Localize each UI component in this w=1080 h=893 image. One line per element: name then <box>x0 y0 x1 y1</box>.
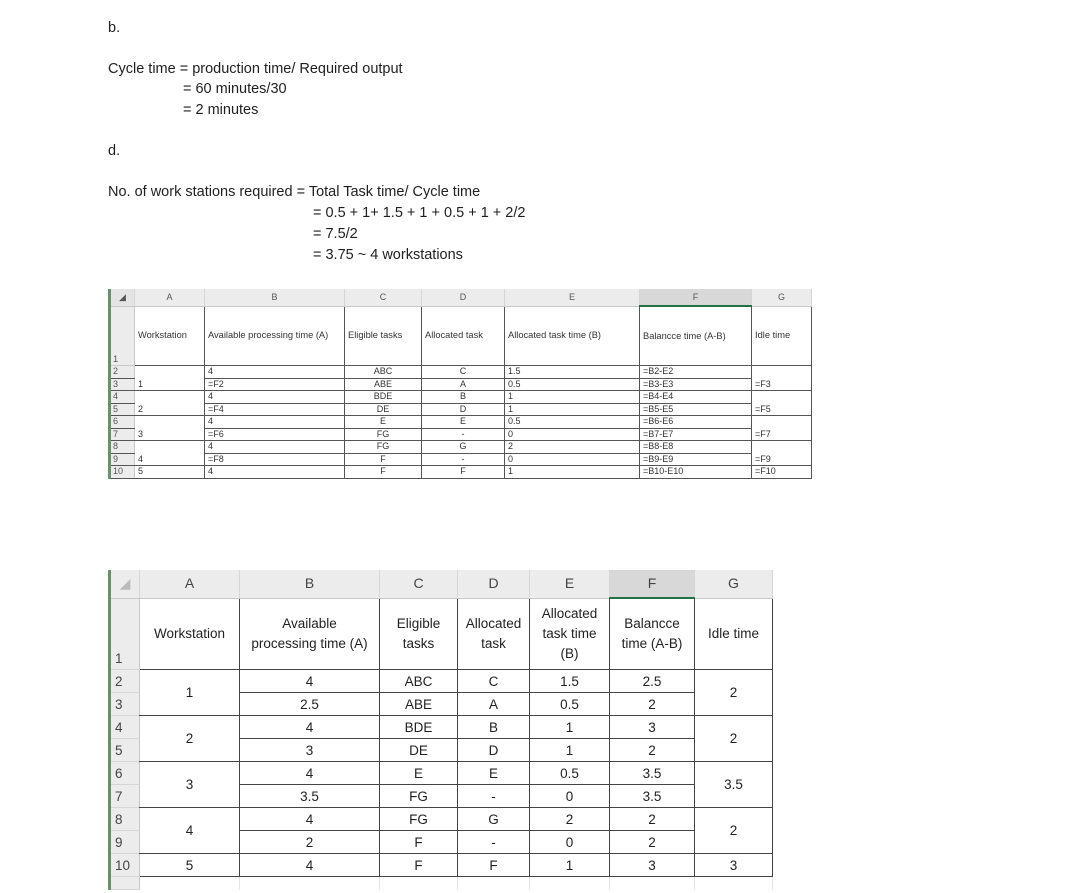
idle-time-cell[interactable] <box>752 441 812 454</box>
column-header-g[interactable]: G <box>695 570 773 598</box>
header-text: Workstation <box>153 625 226 641</box>
allocated-task-cell[interactable]: E <box>458 762 530 785</box>
idle-time-cell[interactable]: 3 <box>695 854 773 877</box>
workstations-formula: No. of work stations required = Total Task time/ Cycle time <box>108 184 481 200</box>
available-time-cell[interactable]: 4 <box>205 441 345 454</box>
available-time-cell[interactable]: 3.5 <box>240 785 380 808</box>
header-text: task <box>481 635 506 651</box>
balance-time-cell[interactable]: 3 <box>610 716 695 739</box>
select-all-corner[interactable]: ◢ <box>110 289 135 306</box>
balance-time-cell[interactable]: 3.5 <box>610 762 695 785</box>
allocated-time-cell[interactable]: 0 <box>530 831 610 854</box>
row-number[interactable]: 6 <box>110 762 140 785</box>
allocated-time-cell[interactable]: 1.5 <box>505 366 640 379</box>
balance-time-cell[interactable]: =B3-E3 <box>640 378 752 391</box>
available-time-cell[interactable]: 4 <box>205 466 345 479</box>
column-header-a[interactable]: A <box>135 289 205 306</box>
values-spreadsheet <box>108 570 773 890</box>
allocated-task-cell[interactable]: D <box>422 403 505 416</box>
row-number[interactable]: 4 <box>110 391 135 404</box>
table-row <box>110 378 812 391</box>
column-header-e[interactable]: E <box>505 289 640 306</box>
header-text: processing time (A) <box>251 635 368 651</box>
allocated-time-cell[interactable]: 1.5 <box>530 670 610 693</box>
idle-time-cell[interactable]: 3.5 <box>695 762 773 808</box>
row-number[interactable]: 7 <box>110 785 140 808</box>
allocated-time-cell[interactable]: 1 <box>505 391 640 404</box>
eligible-tasks-cell[interactable]: DE <box>380 739 458 762</box>
idle-time-cell[interactable]: =F9 <box>752 453 812 466</box>
available-time-cell[interactable]: 4 <box>240 716 380 739</box>
row-number[interactable]: 2 <box>110 670 140 693</box>
idle-time-cell[interactable]: 2 <box>695 670 773 716</box>
available-time-cell[interactable]: 4 <box>240 854 380 877</box>
available-time-cell[interactable]: =F2 <box>205 378 345 391</box>
header-cell[interactable]: Workstation <box>135 306 205 366</box>
allocated-task-cell[interactable]: - <box>458 831 530 854</box>
header-cell[interactable]: Allocated task <box>422 306 505 366</box>
formula-spreadsheet <box>108 289 812 479</box>
table-row <box>110 428 812 441</box>
header-text: Allocated <box>541 605 598 621</box>
header-cell[interactable]: Eligible tasks <box>345 306 422 366</box>
balance-time-cell[interactable]: 3.5 <box>610 785 695 808</box>
idle-time-cell[interactable]: 2 <box>695 808 773 854</box>
table-row <box>110 403 812 416</box>
allocated-task-cell[interactable]: E <box>422 416 505 429</box>
balance-time-cell[interactable]: =B4-E4 <box>640 391 752 404</box>
row-number[interactable]: 10 <box>110 466 135 479</box>
row-number[interactable]: 8 <box>110 808 140 831</box>
allocated-task-cell[interactable]: G <box>422 441 505 454</box>
allocated-time-cell[interactable]: 1 <box>530 716 610 739</box>
allocated-task-cell[interactable]: D <box>458 739 530 762</box>
workstations-sum: = 0.5 + 1+ 1.5 + 1 + 0.5 + 1 + 2/2 <box>313 205 526 221</box>
idle-time-cell[interactable]: =F3 <box>752 378 812 391</box>
column-header-e[interactable]: E <box>530 570 610 598</box>
header-text: Allocated <box>465 615 522 631</box>
header-text: Idle time <box>707 625 760 641</box>
column-header-c[interactable]: C <box>380 570 458 598</box>
header-workstation[interactable] <box>140 598 240 670</box>
table-row <box>110 670 773 693</box>
balance-time-cell[interactable]: =B6-E6 <box>640 416 752 429</box>
allocated-task-cell[interactable]: - <box>422 428 505 441</box>
allocated-task-cell[interactable]: C <box>458 670 530 693</box>
workstation-cell[interactable]: 2 <box>135 403 205 416</box>
header-allocated-task[interactable] <box>458 598 530 670</box>
header-available-time[interactable] <box>240 598 380 670</box>
allocated-time-cell[interactable]: 0 <box>505 428 640 441</box>
row-number[interactable]: 3 <box>110 693 140 716</box>
available-time-cell[interactable]: 3 <box>240 739 380 762</box>
allocated-time-cell[interactable]: 1 <box>530 854 610 877</box>
allocated-task-cell[interactable]: A <box>458 693 530 716</box>
eligible-tasks-cell[interactable]: FG <box>380 808 458 831</box>
empty-cell[interactable] <box>380 877 458 890</box>
row-number[interactable]: 8 <box>110 441 135 454</box>
header-cell[interactable]: Balancce time (A-B) <box>640 306 752 366</box>
balance-time-cell[interactable]: =B2-E2 <box>640 366 752 379</box>
header-row <box>110 598 773 670</box>
allocated-task-cell[interactable]: C <box>422 366 505 379</box>
allocated-task-cell[interactable]: - <box>458 785 530 808</box>
available-time-cell[interactable]: =F4 <box>205 403 345 416</box>
allocated-time-cell[interactable]: 2 <box>530 808 610 831</box>
header-text: time (A-B) <box>621 636 683 651</box>
eligible-tasks-cell[interactable]: F <box>380 831 458 854</box>
allocated-time-cell[interactable]: 0 <box>505 453 640 466</box>
available-time-cell[interactable]: 4 <box>240 670 380 693</box>
workstation-cell[interactable] <box>135 391 205 404</box>
idle-time-cell[interactable] <box>752 391 812 404</box>
row-number[interactable]: 9 <box>110 831 140 854</box>
row-number[interactable]: 5 <box>110 739 140 762</box>
empty-cell[interactable] <box>240 877 380 890</box>
balance-time-cell[interactable]: =B7-E7 <box>640 428 752 441</box>
available-time-cell[interactable]: 4 <box>240 762 380 785</box>
column-header-a[interactable]: A <box>140 570 240 598</box>
balance-time-cell[interactable]: 3 <box>610 854 695 877</box>
header-text: task time <box>542 625 597 641</box>
balance-time-cell[interactable]: =B9-E9 <box>640 453 752 466</box>
workstation-cell[interactable] <box>135 441 205 454</box>
row-number[interactable]: 4 <box>110 716 140 739</box>
table-row <box>110 391 812 404</box>
allocated-task-cell[interactable]: B <box>422 391 505 404</box>
empty-cell[interactable] <box>695 877 773 890</box>
workstation-cell[interactable]: 3 <box>140 762 240 808</box>
column-header-c[interactable]: C <box>345 289 422 306</box>
balance-time-cell[interactable]: =B8-E8 <box>640 441 752 454</box>
allocated-task-cell[interactable]: B <box>458 716 530 739</box>
idle-time-cell[interactable]: =F5 <box>752 403 812 416</box>
empty-cell[interactable] <box>610 877 695 890</box>
eligible-tasks-cell[interactable]: ABE <box>380 693 458 716</box>
header-text: Eligible <box>396 615 441 631</box>
table-row <box>110 762 773 785</box>
empty-row <box>110 877 773 890</box>
table-row <box>110 453 812 466</box>
idle-time-cell[interactable] <box>752 366 812 379</box>
part-d-label: d. <box>108 143 121 159</box>
empty-cell[interactable] <box>110 877 140 890</box>
table-row <box>110 854 773 877</box>
header-text: tasks <box>402 635 435 651</box>
header-eligible-tasks[interactable] <box>380 598 458 670</box>
column-header-row <box>110 289 812 306</box>
cycle-time-formula: Cycle time = production time/ Required output <box>108 61 403 77</box>
idle-time-cell[interactable]: 2 <box>695 716 773 762</box>
allocated-task-cell[interactable]: F <box>458 854 530 877</box>
eligible-tasks-cell[interactable]: BDE <box>345 391 422 404</box>
allocated-task-cell[interactable]: F <box>422 466 505 479</box>
allocated-time-cell[interactable]: 0.5 <box>505 416 640 429</box>
eligible-tasks-cell[interactable]: FG <box>345 428 422 441</box>
balance-time-cell[interactable]: =B10-E10 <box>640 466 752 479</box>
workstation-cell[interactable] <box>135 416 205 429</box>
header-balance-time[interactable] <box>610 598 695 670</box>
allocated-time-cell[interactable]: 1 <box>530 739 610 762</box>
eligible-tasks-cell[interactable]: DE <box>345 403 422 416</box>
available-time-cell[interactable]: 2.5 <box>240 693 380 716</box>
row-number[interactable]: 10 <box>110 854 140 877</box>
balance-time-cell[interactable]: 2 <box>610 739 695 762</box>
allocated-task-cell[interactable]: A <box>422 378 505 391</box>
eligible-tasks-cell[interactable]: BDE <box>380 716 458 739</box>
eligible-tasks-cell[interactable]: E <box>345 416 422 429</box>
row-number[interactable]: 5 <box>110 403 135 416</box>
allocated-time-cell[interactable]: 2 <box>505 441 640 454</box>
available-time-cell[interactable]: 4 <box>205 366 345 379</box>
eligible-tasks-cell[interactable]: ABC <box>380 670 458 693</box>
allocated-time-cell[interactable]: 0.5 <box>530 762 610 785</box>
row-number[interactable]: 3 <box>110 378 135 391</box>
header-text: Balancce <box>624 616 680 631</box>
empty-cell[interactable] <box>140 877 240 890</box>
balance-time-cell[interactable]: 2 <box>610 831 695 854</box>
empty-cell[interactable] <box>458 877 530 890</box>
allocated-task-cell[interactable]: - <box>422 453 505 466</box>
allocated-time-cell[interactable]: 0.5 <box>505 378 640 391</box>
workstation-cell[interactable]: 4 <box>140 808 240 854</box>
cycle-time-result: = 2 minutes <box>183 102 259 118</box>
column-header-d[interactable]: D <box>458 570 530 598</box>
eligible-tasks-cell[interactable]: F <box>345 466 422 479</box>
idle-time-cell[interactable]: =F7 <box>752 428 812 441</box>
header-row <box>110 306 812 366</box>
allocated-time-cell[interactable]: 0 <box>530 785 610 808</box>
allocated-time-cell[interactable]: 1 <box>505 466 640 479</box>
available-time-cell[interactable]: 4 <box>240 808 380 831</box>
eligible-tasks-cell[interactable]: F <box>345 453 422 466</box>
eligible-tasks-cell[interactable]: F <box>380 854 458 877</box>
table-row <box>110 366 812 379</box>
select-all-corner[interactable]: ◢ <box>110 570 140 598</box>
row-number[interactable]: 2 <box>110 366 135 379</box>
column-header-b[interactable]: B <box>240 570 380 598</box>
workstation-cell[interactable]: 1 <box>140 670 240 716</box>
table-row <box>110 466 812 479</box>
row-number[interactable]: 9 <box>110 453 135 466</box>
allocated-time-cell[interactable]: 0.5 <box>530 693 610 716</box>
table-row <box>110 808 773 831</box>
part-b-label: b. <box>108 20 121 36</box>
balance-time-cell[interactable]: 2 <box>610 808 695 831</box>
workstation-cell[interactable]: 1 <box>135 378 205 391</box>
column-header-f[interactable]: F <box>640 289 752 306</box>
header-cell[interactable]: Available processing time (A) <box>205 306 345 366</box>
column-header-b[interactable]: B <box>205 289 345 306</box>
balance-time-cell[interactable]: 2.5 <box>610 670 695 693</box>
workstation-cell[interactable] <box>135 366 205 379</box>
row-number[interactable]: 1 <box>110 598 140 670</box>
balance-time-cell[interactable]: 2 <box>610 693 695 716</box>
eligible-tasks-cell[interactable]: ABE <box>345 378 422 391</box>
header-allocated-time[interactable] <box>530 598 610 670</box>
workstation-cell[interactable]: 5 <box>135 466 205 479</box>
workstation-cell[interactable]: 4 <box>135 453 205 466</box>
workstations-division: = 7.5/2 <box>313 226 358 242</box>
cycle-time-step: = 60 minutes/30 <box>183 81 287 97</box>
header-text: (B) <box>560 645 579 661</box>
column-header-g[interactable]: G <box>752 289 812 306</box>
header-cell[interactable]: Idle time <box>752 306 812 366</box>
workstation-cell[interactable]: 2 <box>140 716 240 762</box>
table-row <box>110 416 812 429</box>
workstations-result: = 3.75 ~ 4 workstations <box>313 247 463 263</box>
column-header-row <box>110 570 773 598</box>
balance-time-cell[interactable]: =B5-E5 <box>640 403 752 416</box>
eligible-tasks-cell[interactable]: ABC <box>345 366 422 379</box>
table-row <box>110 441 812 454</box>
column-header-d[interactable]: D <box>422 289 505 306</box>
row-number[interactable]: 7 <box>110 428 135 441</box>
available-time-cell[interactable]: =F8 <box>205 453 345 466</box>
available-time-cell[interactable]: =F6 <box>205 428 345 441</box>
available-time-cell[interactable]: 2 <box>240 831 380 854</box>
table-row <box>110 716 773 739</box>
eligible-tasks-cell[interactable]: FG <box>380 785 458 808</box>
header-text: Available <box>282 615 337 631</box>
header-idle-time[interactable] <box>695 598 773 670</box>
column-header-f[interactable]: F <box>610 570 695 598</box>
row-number[interactable]: 6 <box>110 416 135 429</box>
idle-time-cell[interactable] <box>752 416 812 429</box>
workstation-cell[interactable]: 3 <box>135 428 205 441</box>
empty-cell[interactable] <box>530 877 610 890</box>
eligible-tasks-cell[interactable]: FG <box>345 441 422 454</box>
available-time-cell[interactable]: 4 <box>205 416 345 429</box>
row-number[interactable]: 1 <box>110 306 135 366</box>
idle-time-cell[interactable]: =F10 <box>752 466 812 479</box>
eligible-tasks-cell[interactable]: E <box>380 762 458 785</box>
workstation-cell[interactable]: 5 <box>140 854 240 877</box>
header-cell[interactable]: Allocated task time (B) <box>505 306 640 366</box>
allocated-time-cell[interactable]: 1 <box>505 403 640 416</box>
allocated-task-cell[interactable]: G <box>458 808 530 831</box>
available-time-cell[interactable]: 4 <box>205 391 345 404</box>
